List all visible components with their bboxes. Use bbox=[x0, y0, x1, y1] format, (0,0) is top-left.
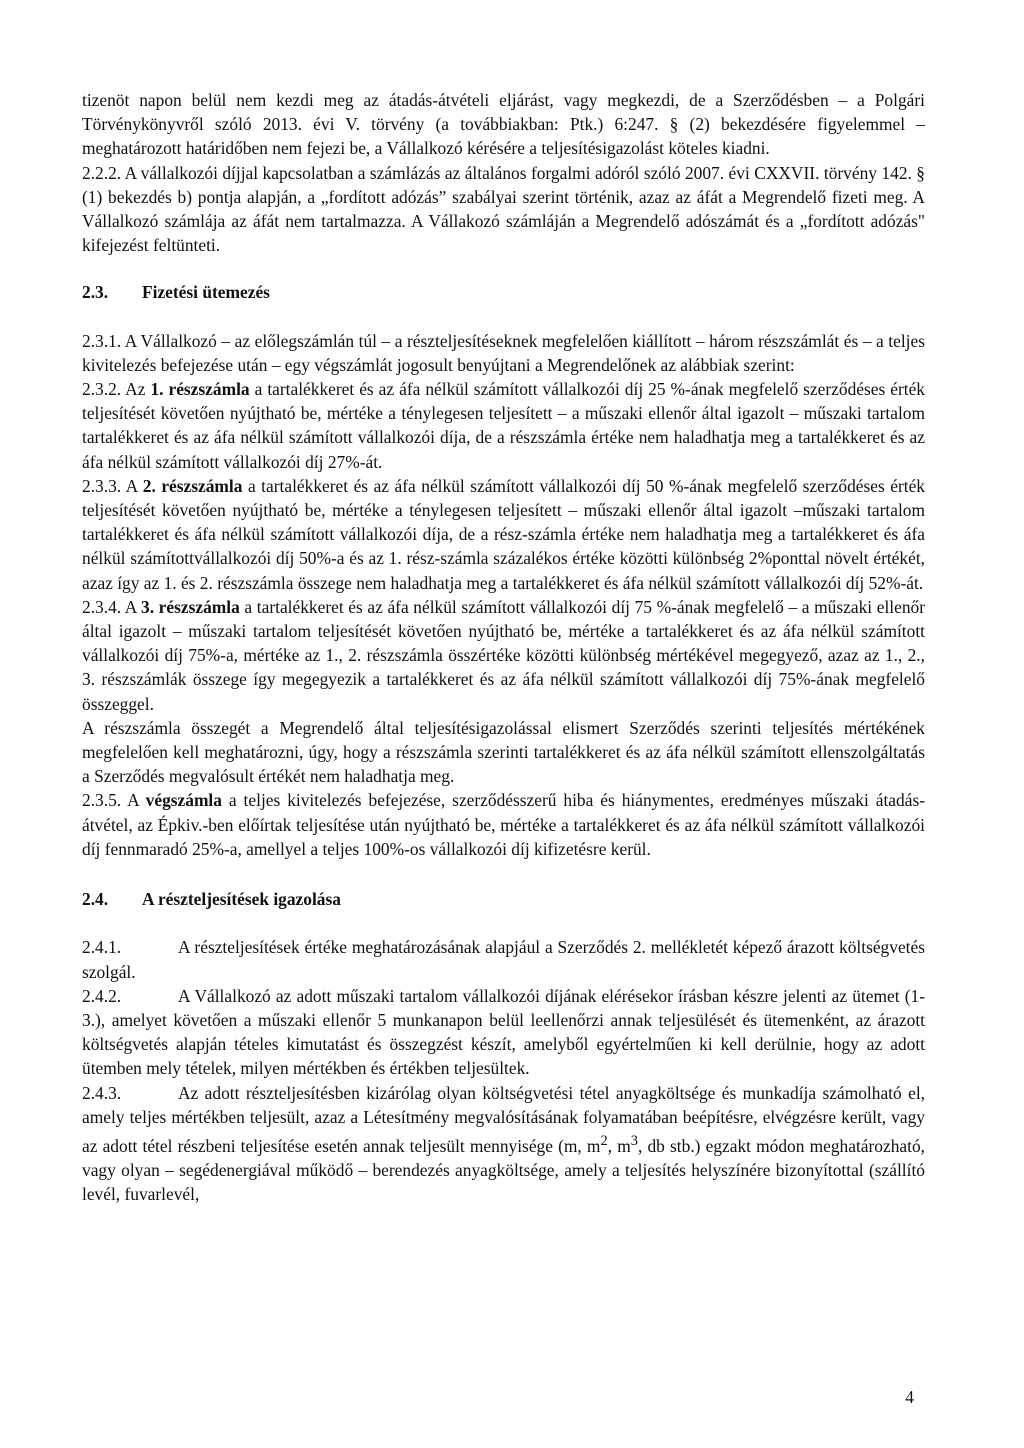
section-number: 2.3. bbox=[82, 282, 109, 303]
bold-term: 1. részszámla bbox=[150, 379, 250, 400]
paragraph-2-3-4-b: A részszámla összegét a Megrendelő által teljesítésigazolással elismert Szerződés szerinti teljesítés mértékének megfelelően kell meghatározni, úgy, hogy a részszámla szerinti tartalékkeret és az áfa nélkül számított ellenszolgáltatás a Szerződés megvalósult értékét nem haladhatja meg. bbox=[82, 717, 925, 787]
paragraph-2-3-1: 2.3.1. A Vállalkozó – az előlegszámlán túl – a részteljesítéseknek megfelelően kiállított – három részszámlát és – a teljes kivitelezés befejezése után – egy végszámlát jogosult benyújtani a Megrendelőnek az alábbiak szerint: bbox=[82, 330, 925, 375]
section-heading-2-4 bbox=[82, 887, 925, 911]
document-page bbox=[82, 88, 925, 1206]
bold-term: 2. részszámla bbox=[142, 475, 243, 496]
paragraph-2-3-5: 2.3.5. A végszámla a teljes kivitelezés befejezése, szerződésszerű hiba és hiánymentes, eredményes műszaki átadás-átvétel, az Épkiv.-ben előírtak teljesítése után nyújtható be, mértéke a tartalékkeret és az áfa nélkül számított vállalkozói díj fennmaradó 25%-a, amellyel a teljes 100%-os vállalkozói díj kifizetésre kerül. bbox=[82, 790, 925, 859]
section-number: 2.4. bbox=[82, 889, 109, 910]
paragraph-2-4-1: 2.4.1. A részteljesítések értéke meghatározásának alapjául a Szerződés 2. mellékletét képező árazott költségvetés szolgál. bbox=[82, 937, 925, 982]
paragraph-2-4-3: 2.4.3. Az adott részteljesítésben kizárólag olyan költségvetési tétel anyagköltsége és munkadíja számolható el, amely teljes mértékben teljesült, azaz a Létesítmény megvalósításának folyamatában beépítésre, elvégzésre került, vagy az adott tétel részbeni teljesítése esetén annak teljesült mennyisége (m, $m^2$, $m^3$, db stb.) egzakt módon meghatározható, vagy olyan – segédenergiával működő – berendezés anyagköltsége, amely a teljesítés helyszínére bizonyítottal (szállító levél, fuvarlevél, bbox=[82, 1082, 925, 1205]
bold-term: 3. részszámla bbox=[141, 596, 240, 617]
paragraph-2-3-2: 2.3.2. Az 1. részszámla a tartalékkeret és az áfa nélkül számított vállalkozói díj 25 %-ának megfelelő szerződéses érték teljesítését követően nyújtható be, mértéke a ténylegesen teljesített – a műszaki ellenőr által igazolt – műszaki tartalom tartalékkeret és az áfa nélkül számított vállalkozói díja, de a részszámla értéke nem haladhatja meg a tartalékkeret és az áfa nélkül számított vállalkozói díj 27%-át. bbox=[82, 379, 925, 472]
paragraph-2-3-4: 2.3.4. A 3. részszámla a tartalékkeret és az áfa nélkül számított vállalkozói díj 75 %-ának megfelelő – a műszaki ellenőr által igazolt – műszaki tartalom teljesítését követően nyújtható be, mértéke a tartalékkeret és az áfa nélkül számított vállalkozói díj 75%-a, mértéke az 1., 2. részszámla összértéke közötti különbség mértékével megegyező, azaz az 1., 2., 3. részszámlák összege így megegyezik a tartalékkeret és az áfa nélkül számított vállalkozói díj 75%-ának megfelelő összeggel. bbox=[82, 596, 926, 714]
page-number: 4 bbox=[905, 1387, 914, 1407]
bold-term: végszámla bbox=[145, 790, 222, 811]
paragraph-2-2-1-continuation: tizenöt napon belül nem kezdi meg az átadás-átvételi eljárást, vagy megkezdi, de a Szerződésben – a Polgári Törvénykönyvről szóló 2013. évi V. törvény (a továbbiakban: Ptk.) 6:247. § (2) bekezdésére figyelemmel – meghatározott határidőben nem fejezi be, a Vállalkozó kérésére a teljesítésigazolást köteles kiadni. bbox=[82, 90, 925, 159]
section-title: A részteljesítések igazolása bbox=[142, 889, 341, 910]
section-title: Fizetési ütemezés bbox=[142, 282, 270, 303]
paragraph-2-3-3: 2.3.3. A 2. részszámla a tartalékkeret és az áfa nélkül számított vállalkozói díj 50 %-ának megfelelő szerződéses érték teljesítését követően nyújtható be, mértéke a ténylegesen teljesített – műszaki ellenőr által igazolt –műszaki tartalom tartalékkeret és áfa nélkül számított vállalkozói díja, de a rész-számla értéke nem haladhatja meg a tartalékkeret és áfa nélkül számítottvállalkozói díj 50%-a és az 1. rész-számla százalékos értéke közötti különbség 2%ponttal növelt értékét, azaz így az 1. és 2. részszámla összege nem haladhatja meg a tartalékkeret és áfa nélkül számított vállalkozói díj 52%-át. bbox=[82, 475, 925, 593]
paragraph-2-4-2: 2.4.2. A Vállalkozó az adott műszaki tartalom vállalkozói díjának elérésekor írásban készre jelenti az ütemet (1-3.), amelyet követően a műszaki ellenőr 5 munkanapon belül leellenőrzi annak teljesülését és ütemenként, az árazott költségvetés alapján tételes kimutatást és összegzést készít, amelyből egyértelműen ki kell derülnie, hogy az adott ütemben mely tételek, milyen mértékben és értékben teljesültek. bbox=[82, 985, 925, 1079]
section-heading-2-3 bbox=[82, 280, 925, 304]
paragraph-2-2-2: 2.2.2. A vállalkozói díjjal kapcsolatban a számlázás az általános forgalmi adóról szóló 2007. évi CXXVII. törvény 142. § (1) bekezdés b) pontja alapján, a „fordított adózás” szabályai szerint történik, azaz az áfát a Megrendelő fizeti meg. A Vállalkozó számlája az áfát nem tartalmazza. A Vállakozó számláján a Megrendelő adószámát és a „fordított adózás" kifejezést feltünteti. bbox=[82, 162, 925, 256]
